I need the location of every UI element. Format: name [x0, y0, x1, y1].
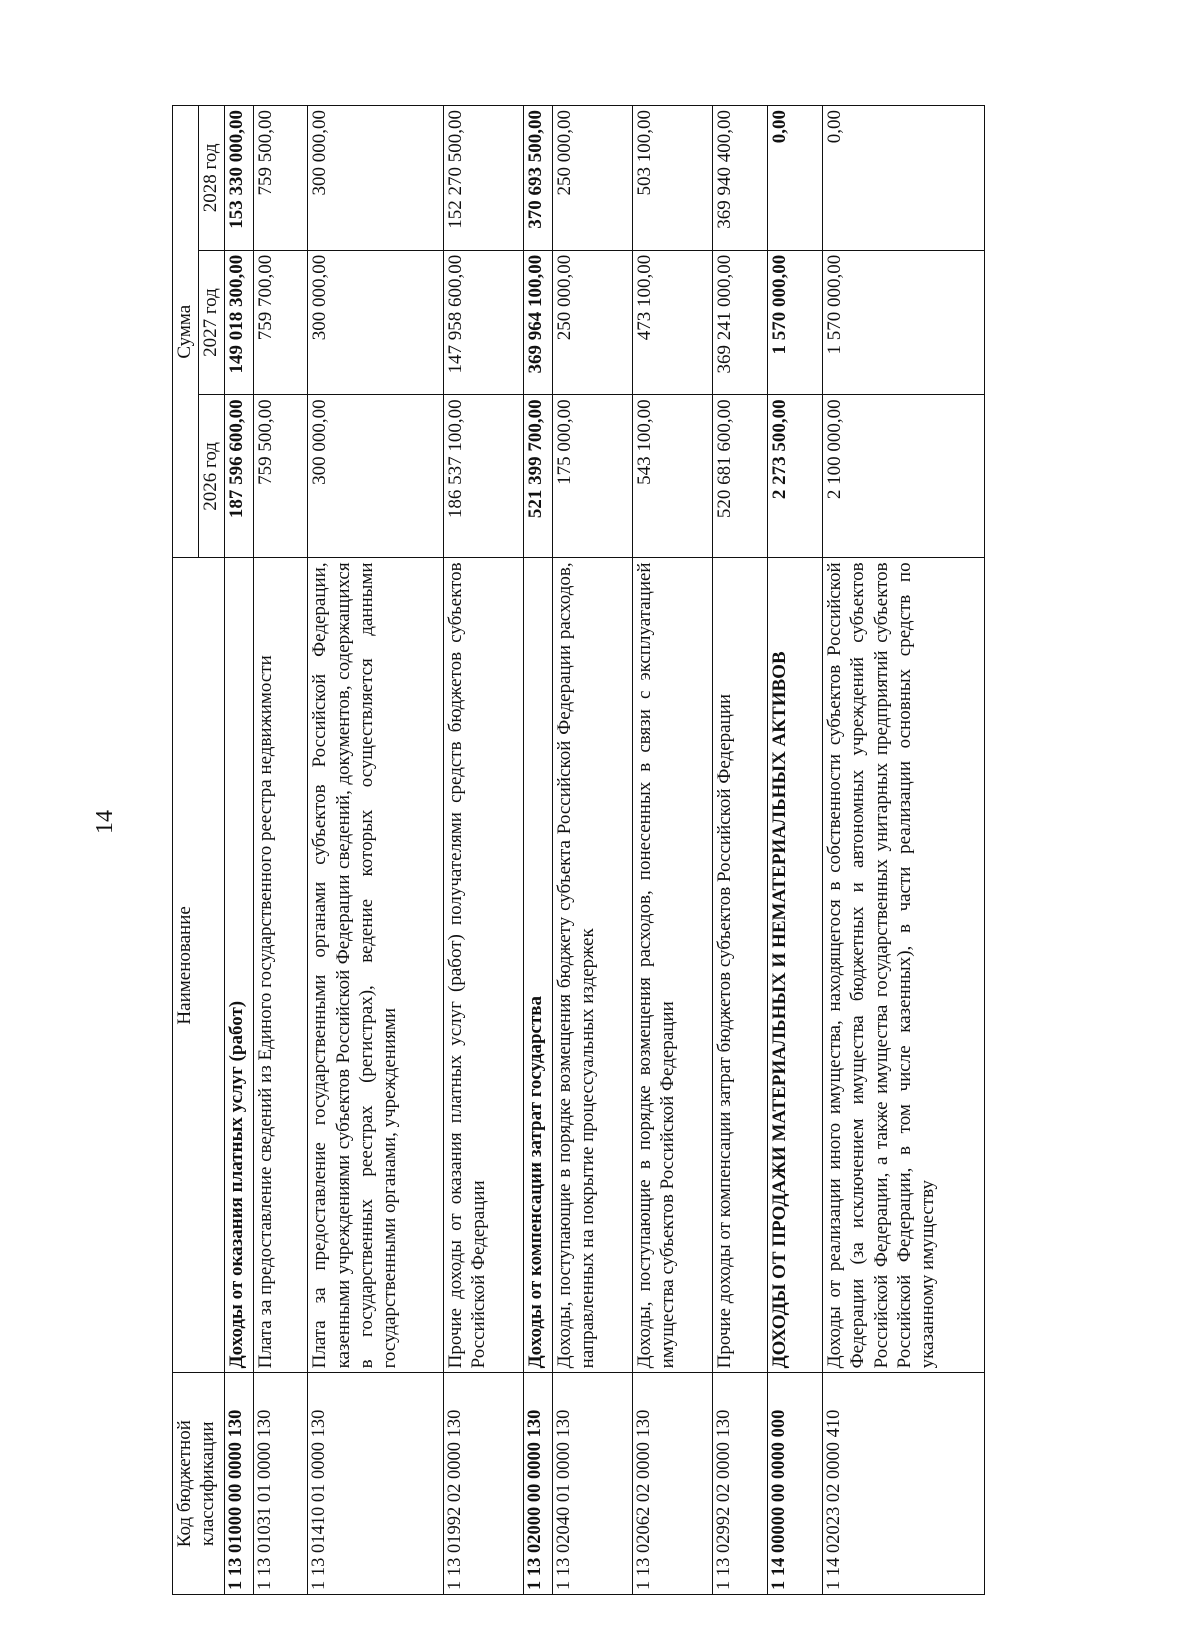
row-amount-2028: 369 940 400,00 [713, 106, 768, 251]
row-code: 1 13 01031 01 0000 130 [253, 1373, 308, 1595]
row-name: Плата за предоставление сведений из Единого государственного реестра недвижимости [253, 558, 308, 1373]
row-amount-2028: 300 000,00 [308, 106, 443, 251]
row-name: Прочие доходы от компенсации затрат бюджетов субъектов Российской Федерации [713, 558, 768, 1373]
budget-table [172, 105, 985, 1595]
rotated-table-container [172, 105, 985, 1595]
row-amount-2026: 187 596 600,00 [225, 395, 254, 558]
row-amount-2026: 521 399 700,00 [524, 395, 553, 558]
row-amount-2027: 1 570 000,00 [768, 250, 823, 395]
header-year-2027: 2027 год [199, 250, 225, 395]
row-amount-2026: 759 500,00 [253, 395, 308, 558]
table-row [632, 106, 712, 1595]
row-amount-2027: 149 018 300,00 [225, 250, 254, 395]
row-name: Доходы от компенсации затрат государства [524, 558, 553, 1373]
row-name: Доходы от оказания платных услуг (работ) [225, 558, 254, 1373]
table-row [823, 106, 985, 1595]
row-amount-2027: 250 000,00 [552, 250, 632, 395]
row-name: Доходы, поступающие в порядке возмещения расходов, понесенных в связи с эксплуатацией имущества субъектов Российской Федерации [632, 558, 712, 1373]
row-code: 1 13 02992 02 0000 130 [713, 1373, 768, 1595]
table-row [552, 106, 632, 1595]
row-code: 1 13 02062 02 0000 130 [632, 1373, 712, 1595]
header-code: Код бюджетной классификации [173, 1373, 225, 1595]
row-amount-2026: 186 537 100,00 [443, 395, 523, 558]
header-year-2028: 2028 год [199, 106, 225, 251]
table-row [768, 106, 823, 1595]
table-row [443, 106, 523, 1595]
row-amount-2027: 473 100,00 [632, 250, 712, 395]
row-amount-2028: 250 000,00 [552, 106, 632, 251]
header-name: Наименование [173, 558, 225, 1373]
row-name: Доходы, поступающие в порядке возмещения бюджету субъекта Российской Федерации расходов, направленных на покрытие процессуальных издержек [552, 558, 632, 1373]
row-name: Плата за предоставление государственными органами субъектов Российской Федерации, казенными учреждениями субъектов Российской Федерации сведений, документов, содержащихся в государственных реестрах (регистрах), ведение которых осуществляется данными государственными органами, учреждениями [308, 558, 443, 1373]
row-amount-2027: 1 570 000,00 [823, 250, 985, 395]
row-amount-2027: 369 964 100,00 [524, 250, 553, 395]
row-amount-2027: 369 241 000,00 [713, 250, 768, 395]
row-amount-2028: 153 330 000,00 [225, 106, 254, 251]
row-name: Прочие доходы от оказания платных услуг (работ) получателями средств бюджетов субъектов Российской Федерации [443, 558, 523, 1373]
row-amount-2026: 2 100 000,00 [823, 395, 985, 558]
row-amount-2028: 0,00 [823, 106, 985, 251]
header-year-2026: 2026 год [199, 395, 225, 558]
row-amount-2028: 0,00 [768, 106, 823, 251]
row-amount-2026: 300 000,00 [308, 395, 443, 558]
row-code: 1 14 02023 02 0000 410 [823, 1373, 985, 1595]
row-code: 1 13 02000 00 0000 130 [524, 1373, 553, 1595]
table-row [524, 106, 553, 1595]
row-name: Доходы от реализации иного имущества, находящегося в собственности субъектов Российской Федерации (за исключением имущества бюджетных и автономных учреждений субъектов Российской Федерации, а также имущества государственных унитарных предприятий субъектов Российской Федерации, в том числе казенных), в части реализации основных средств по указанному имуществу [823, 558, 985, 1373]
table-row [308, 106, 443, 1595]
row-code: 1 13 01992 02 0000 130 [443, 1373, 523, 1595]
table-row [253, 106, 308, 1595]
row-amount-2026: 520 681 600,00 [713, 395, 768, 558]
row-amount-2028: 152 270 500,00 [443, 106, 523, 251]
row-code: 1 13 02040 01 0000 130 [552, 1373, 632, 1595]
row-amount-2026: 175 000,00 [552, 395, 632, 558]
row-amount-2027: 759 700,00 [253, 250, 308, 395]
row-code: 1 14 00000 00 0000 000 [768, 1373, 823, 1595]
header-sum: Сумма [173, 106, 199, 558]
row-amount-2026: 2 273 500,00 [768, 395, 823, 558]
row-code: 1 13 01410 01 0000 130 [308, 1373, 443, 1595]
row-amount-2028: 759 500,00 [253, 106, 308, 251]
row-amount-2026: 543 100,00 [632, 395, 712, 558]
table-row [225, 106, 254, 1595]
row-amount-2028: 503 100,00 [632, 106, 712, 251]
row-amount-2027: 147 958 600,00 [443, 250, 523, 395]
row-code: 1 13 01000 00 0000 130 [225, 1373, 254, 1595]
row-amount-2028: 370 693 500,00 [524, 106, 553, 251]
row-name: ДОХОДЫ ОТ ПРОДАЖИ МАТЕРИАЛЬНЫХ И НЕМАТЕРИАЛЬНЫХ АКТИВОВ [768, 558, 823, 1373]
page-number: 14 [92, 810, 118, 834]
table-body [225, 106, 985, 1595]
table-row [713, 106, 768, 1595]
row-amount-2027: 300 000,00 [308, 250, 443, 395]
